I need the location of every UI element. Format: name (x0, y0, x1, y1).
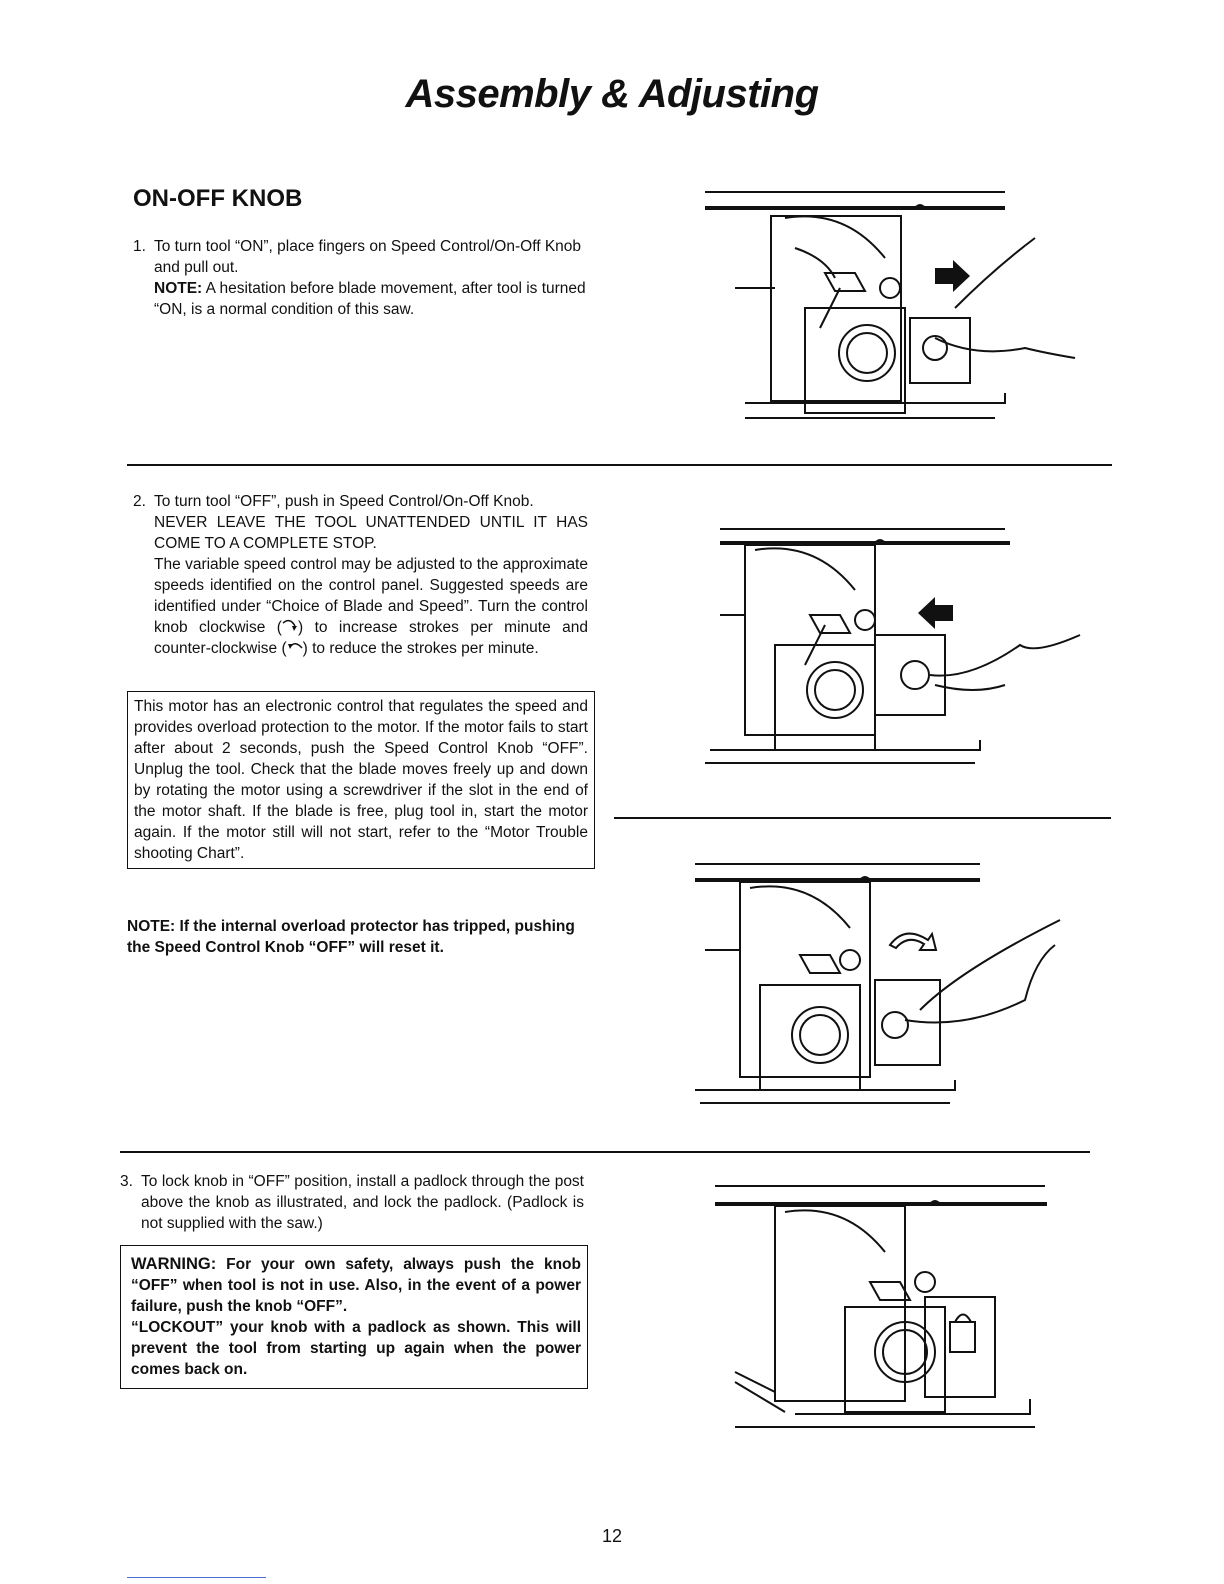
warning-box (120, 1245, 588, 1389)
note-text: A hesitation before blade movement, after tool is turned “ON, is a normal condition of this saw. (154, 280, 586, 318)
speed-text-a: The variable speed control may be adjusted to the approximate speeds identified on the control panel. Suggested speeds are identified under “Choice of Blade and Speed”. Turn the control knob clockwise ( (154, 556, 588, 636)
step-1 (133, 236, 603, 320)
step-2 (133, 491, 588, 659)
counter-clockwise-arrow-icon (287, 639, 303, 653)
figure-padlock-lockout (715, 1182, 1055, 1442)
rotate-arrow-icon (890, 934, 936, 950)
warning-text-2: “LOCKOUT” your knob with a padlock as shown. This will prevent the tool from starting up again when the power comes back on. (131, 1319, 581, 1378)
figure-reset-knob (690, 860, 1070, 1110)
step-3-text: To lock knob in “OFF” position, install a padlock through the post above the knob as illustrated, and lock the padlock. (Padlock is not supplied with the saw.) (141, 1173, 584, 1232)
divider (127, 464, 1112, 466)
step-1-text: To turn tool “ON”, place fingers on Speed Control/On-Off Knob and pull out. (154, 238, 582, 276)
note-label: NOTE: (154, 280, 203, 297)
step-number: 2. (133, 493, 146, 510)
figure-pull-knob-on (705, 188, 1085, 428)
speed-text-c: ) to reduce the strokes per minute. (302, 640, 539, 657)
page-title: Assembly & Adjusting (405, 72, 819, 116)
step-2-line-1: To turn tool “OFF”, push in Speed Control/On-Off Knob. (154, 493, 534, 510)
step-number: 1. (133, 238, 146, 255)
pull-arrow-icon (935, 260, 970, 292)
motor-info-box (127, 691, 595, 869)
page-number: 12 (601, 1526, 623, 1546)
step-2-speed-text (154, 554, 588, 659)
divider (614, 817, 1111, 819)
speed-text-b: ) to increase strokes per minute and counter-clockwise ( (154, 619, 588, 657)
step-2-warning: NEVER LEAVE THE TOOL UNATTENDED UNTIL IT HAS COME TO A COMPLETE STOP. (154, 514, 588, 552)
warning-text-1: For your own safety, always push the knob “OFF” when tool is not in use. Also, in the event of a power failure, push the knob “OFF”. (131, 1256, 581, 1315)
step-1-note (154, 278, 603, 320)
clockwise-arrow-icon (282, 618, 298, 632)
figure-push-knob-off (705, 525, 1085, 770)
footer-link-underline (127, 1577, 266, 1578)
warning-label: WARNING: (131, 1255, 217, 1273)
step-3 (120, 1171, 584, 1234)
motor-info-text: This motor has an electronic control that regulates the speed and provides overload protection to the motor. If the motor fails to start after about 2 seconds, push the Speed Control Knob “OFF”. Unplug the tool. Check that the blade moves freely up and down by rotating the motor using a screwdriver if the slot in the end of the motor shaft. If the blade is free, plug tool in, start the motor again. If the motor still will not start, refer to the “Motor Trouble shooting Chart”. (134, 698, 588, 862)
divider (120, 1151, 1090, 1153)
overload-note: NOTE: If the internal overload protector has tripped, pushing the Speed Control Knob “OFF” will reset it. (127, 918, 575, 956)
step-number: 3. (120, 1173, 133, 1190)
push-arrow-icon (918, 597, 953, 629)
section-heading: ON-OFF KNOB (133, 185, 303, 212)
